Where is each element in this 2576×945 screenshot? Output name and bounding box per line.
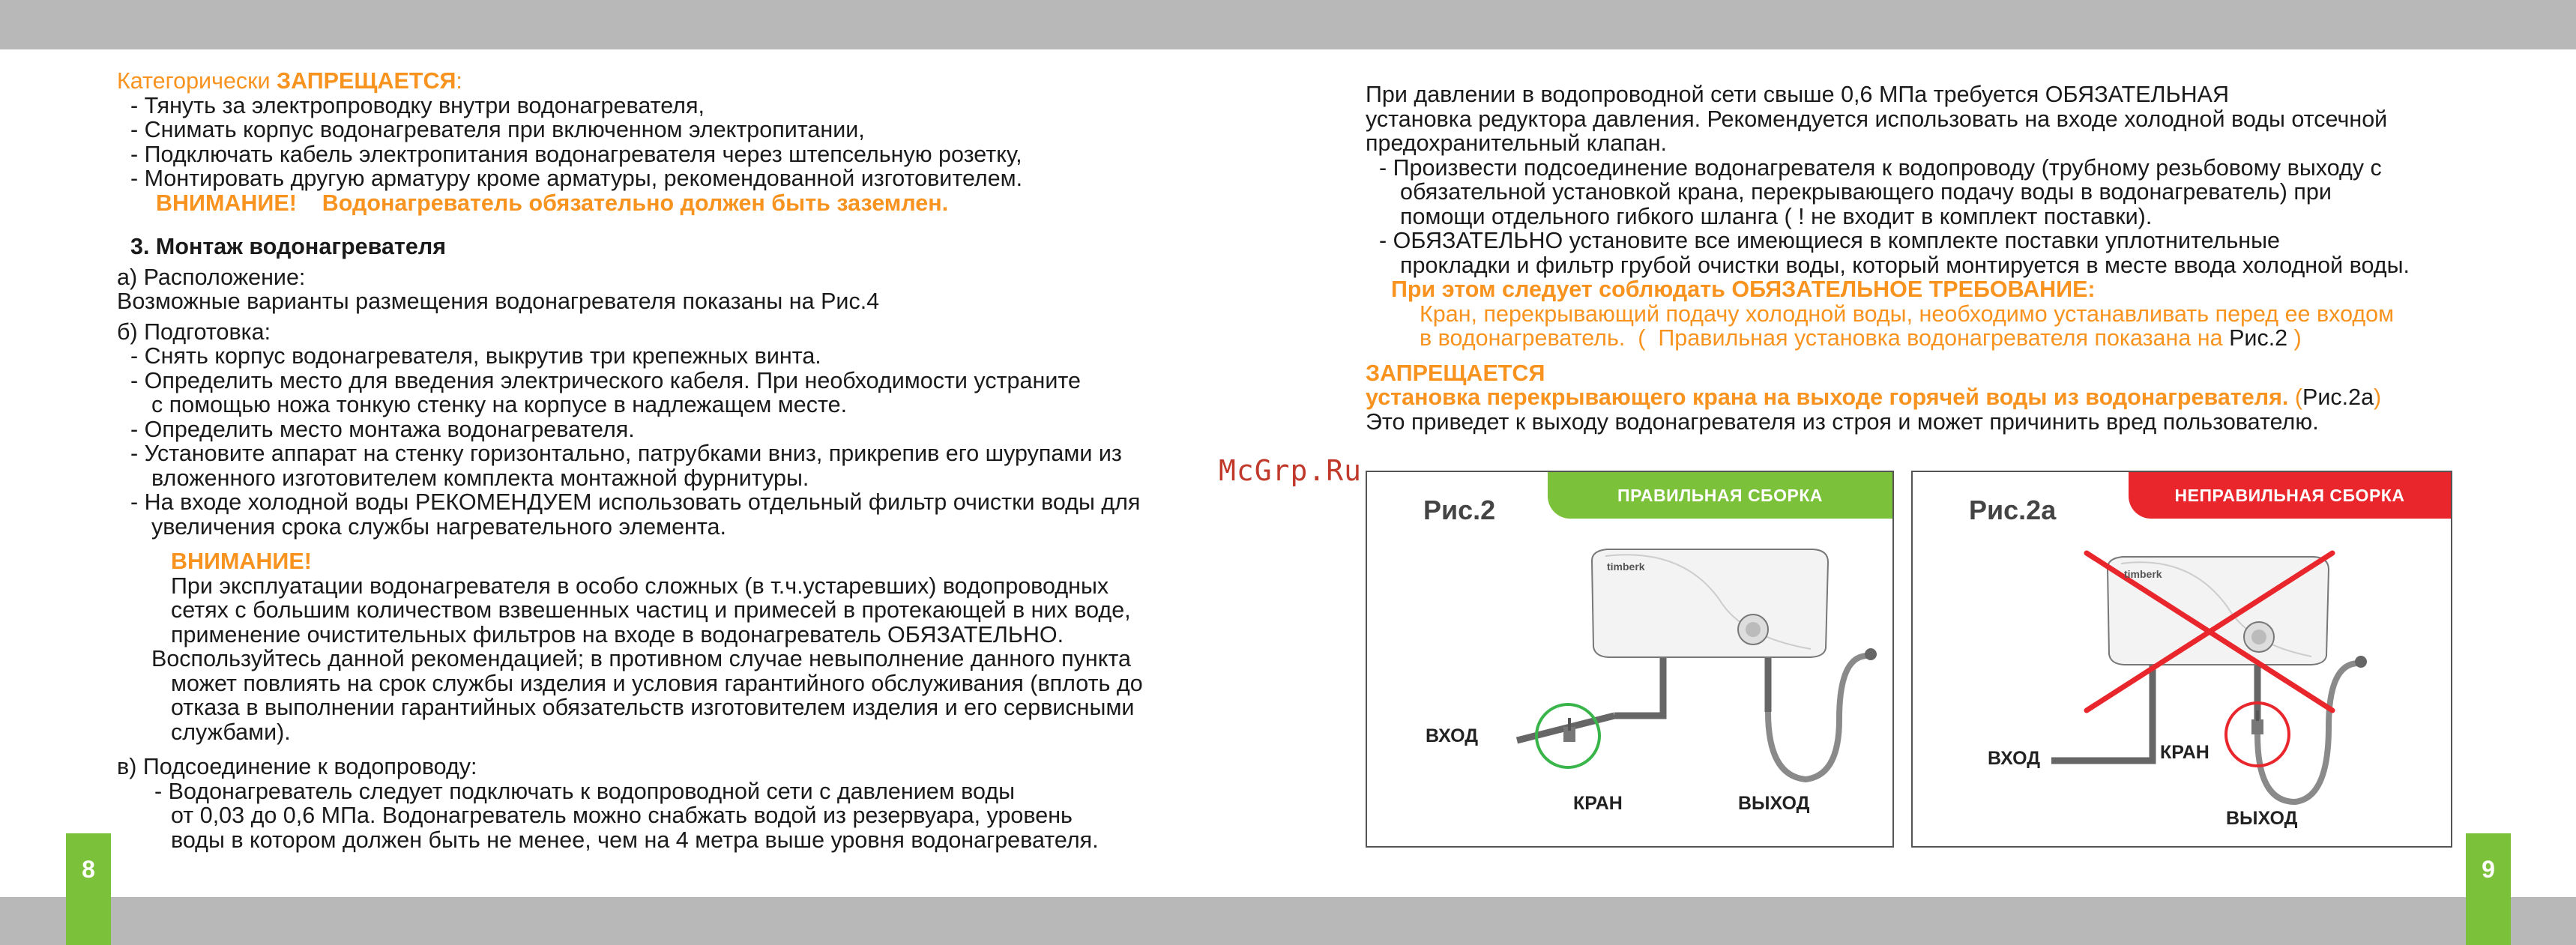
pressure-line: установка редуктора давления. Рекомендуется использовать на входе холодной воды отсечной (1366, 106, 2388, 132)
forbidden-suffix: : (456, 68, 462, 94)
b-line: - Определить место для введения электрического кабеля. При необходимости устраните (130, 367, 1081, 393)
forbidden-prefix: Категорически (117, 68, 277, 94)
section-title: 3. Монтаж водонагревателя (130, 234, 446, 259)
attention-line: службами). (171, 719, 291, 745)
b-line: - Установите аппарат на стенку горизонтально, патрубками вниз, прикрепив его шурупами из (130, 441, 1122, 466)
bottom-band (0, 897, 2576, 945)
attention-line: отказа в выполнении гарантийных обязательств изготовителем изделия и его сервисными (171, 695, 1135, 720)
b-line: с помощью ножа тонкую стенку на корпусе в надлежащем месте. (151, 392, 848, 417)
ground-warning: ВНИМАНИЕ! Водонагреватель обязательно должен быть заземлен. (156, 190, 949, 216)
attention-line: При эксплуатации водонагревателя в особо сложных (в т.ч.устаревших) водопроводных (171, 573, 1109, 599)
right-column (1366, 82, 2475, 434)
b-list (117, 344, 1211, 539)
label-inlet: ВХОД (1426, 725, 1479, 746)
diagram-correct (1367, 472, 1894, 848)
figure-banner: ПРАВИЛЬНАЯ СБОРКА (1548, 472, 1892, 519)
forbidden-list (117, 94, 1211, 191)
c-label: в) Подсоединение к водопроводу: (117, 754, 477, 779)
requirement-line-1: Кран, перекрывающий подачу холодной воды, необходимо устанавливать перед ее входом (1420, 301, 2395, 327)
figure-incorrect-assembly (1911, 471, 2452, 848)
label-valve: КРАН (1573, 793, 1623, 814)
attention-line: может повлиять на срок службы изделия и условия гарантийного обслуживания (вплоть до (171, 670, 1143, 696)
pressure-line: - Произвести подсоединение водонагревателя к водопроводу (трубному резьбовому выходу с (1379, 154, 2382, 181)
brand-logo: timberk (1607, 561, 1645, 573)
b-line: вложенного изготовителем комплекта монтажной фурнитуры. (151, 465, 809, 491)
forbidden-title-right: ЗАПРЕЩАЕТСЯ (1366, 360, 1545, 386)
figure-banner: НЕПРАВИЛЬНАЯ СБОРКА (2129, 472, 2451, 519)
c-line: от 0,03 до 0,6 МПа. Водонагреватель можно снабжать водой из резервуара, уровень (171, 803, 1073, 828)
c-list (117, 779, 1211, 853)
b-line: - Определить место монтажа водонагревателя. (130, 416, 635, 442)
page-number-right: 9 (2466, 833, 2511, 945)
a-text: Возможные варианты размещения водонагревателя показаны на Рис.4 (117, 289, 880, 314)
a-label: а) Расположение: (117, 264, 306, 290)
pressure-block (1366, 82, 2475, 277)
forbidden-ref: Рис.2а (2302, 384, 2374, 410)
pressure-line: помощи отдельного гибкого шланга ( ! не входит в комплект поставки). (1400, 203, 2153, 229)
b-label: б) Подготовка: (117, 318, 271, 345)
forbidden-item: - Подключать кабель электропитания водонагревателя через штепсельную розетку, (130, 141, 1022, 167)
c-line: - Водонагреватель следует подключать к водопроводной сети с давлением воды (154, 778, 1016, 804)
top-band (0, 0, 2576, 49)
pressure-line: При давлении в водопроводной сети свыше 0,6 МПа требуется ОБЯЗАТЕЛЬНАЯ (1366, 82, 2229, 107)
page-number-left: 8 (66, 833, 111, 945)
pressure-line: - ОБЯЗАТЕЛЬНО установите все имеющиеся в комплекте поставки уплотнительные (1379, 228, 2280, 253)
attention-title: ВНИМАНИЕ! (171, 549, 312, 574)
forbidden-open: ( (2288, 384, 2302, 410)
label-valve: КРАН (2160, 742, 2209, 763)
b-line: - На входе холодной воды РЕКОМЕНДУЕМ использовать отдельный фильтр очистки воды для (130, 489, 1141, 515)
pressure-line: обязательной установкой крана, перекрывающего подачу воды в водонагреватель) при (1400, 179, 2332, 205)
consequence-text: Это приведет к выходу водонагревателя из строя и может причинить вред пользователю. (1366, 408, 2319, 435)
forbidden-heading (117, 69, 1211, 94)
figure-title: Рис.2 (1423, 495, 1496, 525)
forbidden-item: - Монтировать другую арматуру кроме арматуры, рекомендованной изготовителем. (130, 166, 1023, 191)
pressure-line: прокладки и фильтр грубой очистки воды, который монтируется в месте ввода холодной воды. (1400, 252, 2410, 278)
label-outlet: ВЫХОД (1738, 793, 1810, 814)
requirement-ref: Рис.2 (2229, 325, 2288, 351)
forbidden-word: ЗАПРЕЩАЕТСЯ (277, 68, 456, 94)
label-outlet: ВЫХОД (2226, 808, 2298, 829)
forbidden-item: - Снимать корпус водонагревателя при включенном электропитании, (130, 117, 865, 142)
brand-logo: timberk (2124, 568, 2162, 580)
c-line: воды в котором должен быть не менее, чем на 4 метра выше уровня водонагревателя. (171, 827, 1099, 853)
b-line: увеличения срока службы нагревательного элемента. (151, 513, 726, 540)
forbidden-text-line (1366, 385, 2475, 410)
label-inlet: ВХОД (1988, 748, 2041, 769)
attention-list (117, 574, 1211, 745)
requirement-close: ) (2287, 325, 2302, 351)
forbidden-item: - Тянуть за электропроводку внутри водонагревателя, (130, 92, 705, 118)
attention-line: Воспользуйтесь данной рекомендацией; в противном случае невыполнение данного пункта (151, 646, 1132, 671)
watermark: McGrp.Ru (1219, 454, 1363, 487)
figure-title: Рис.2а (1969, 495, 2057, 525)
b-line: - Снять корпус водонагревателя, выкрутив три крепежных винта. (130, 343, 821, 369)
figure-correct-assembly (1366, 471, 1894, 848)
diagram-incorrect (1913, 472, 2452, 848)
requirement-text: в водонагреватель. ( Правильная установка водонагревателя показана на (1420, 325, 2230, 351)
left-column (117, 69, 1211, 852)
attention-line: применение очистительных фильтров на входе в водонагреватель ОБЯЗАТЕЛЬНО. (171, 621, 1064, 647)
forbidden-text: установка перекрывающего крана на выходе горячей воды из водонагревателя. (1366, 384, 2289, 410)
requirement-title: При этом следует соблюдать ОБЯЗАТЕЛЬНОЕ ТРЕБОВАНИЕ: (1391, 277, 2096, 302)
attention-line: сетях с большим количеством взвешенных частиц и примесей в протекающей в них воде, (171, 597, 1131, 623)
forbidden-close: ) (2374, 384, 2382, 410)
requirement-line-2 (1366, 326, 2475, 351)
pressure-line: предохранительный клапан. (1366, 130, 1668, 156)
